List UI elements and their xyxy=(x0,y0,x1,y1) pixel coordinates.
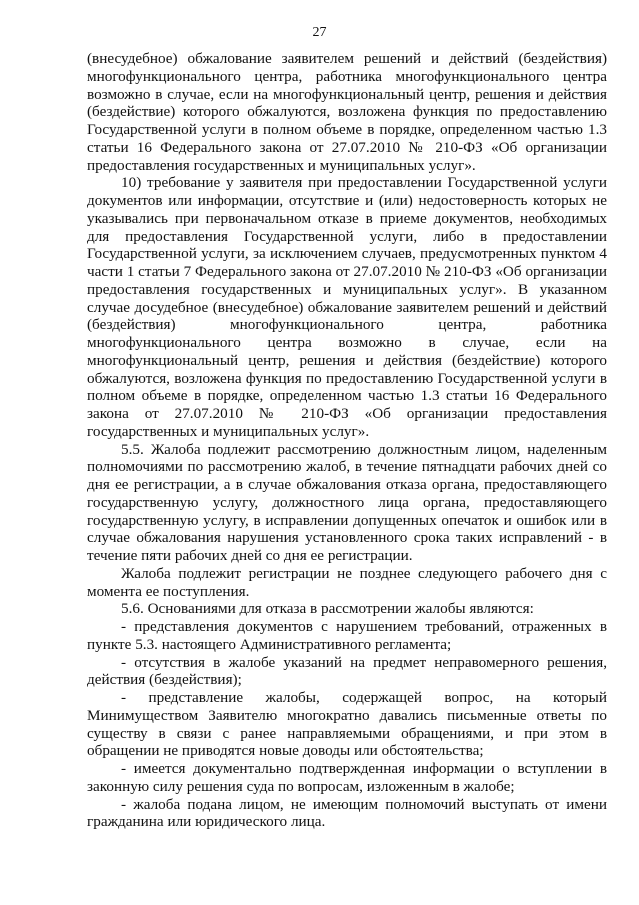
paragraph: 10) требование у заявителя при предоставлении Государственной услуги документов или информации, отсутствие и (или) недостоверность которых не указывались при первоначальном отказе в приеме документов, необходимых для предоставления Государственной услуги, либо в предоставлении Государственной услуги, за исключением случаев, предусмотренных пунктом 4 части 1 статьи 7 Федерального закона от 27.07.2010 № 210-ФЗ «Об организации предоставления государственных и муниципальных услуг». В указанном случае досудебное (внесудебное) обжалование заявителем решений и действий (бездействия) многофункционального центра, работника многофункционального центра возможно в случае, если на многофункциональный центр, решения и действия (бездействие) которого обжалуются, возложена функция по предоставлению Государственной услуги в полном объеме в порядке, определенном частью 1.3 статьи 16 Федерального закона от 27.07.2010 № 210-ФЗ «Об организации предоставления государственных и муниципальных услуг». xyxy=(87,174,607,440)
paragraph: 5.6. Основаниями для отказа в рассмотрении жалобы являются: xyxy=(121,600,534,618)
paragraph: - представление жалобы, содержащей вопрос, на который Минимуществом Заявителю многократно давались письменные ответы по существу в связи с ранее направляемыми обращениями, и при этом в обращении не приводятся новые доводы или обстоятельства; xyxy=(87,689,607,760)
page-number: 27 xyxy=(312,25,327,40)
paragraph: Жалоба подлежит регистрации не позднее следующего рабочего дня с момента ее поступления. xyxy=(87,564,607,600)
paragraph: - имеется документально подтвержденная информации о вступлении в законную силу решения суда по вопросам, изложенным в жалобе; xyxy=(87,760,607,795)
paragraph: - представления документов с нарушением требований, отраженных в пункте 5.3. настоящего Административного регламента; xyxy=(87,618,607,653)
paragraph: - отсутствия в жалобе указаний на предмет неправомерного решения, действия (бездействия); xyxy=(87,653,607,689)
paragraph: - жалоба подана лицом, не имеющим полномочий выступать от имени гражданина или юридического лица. xyxy=(87,795,607,831)
paragraph: (внесудебное) обжалование заявителем решений и действий (бездействия) многофункционального центра, работника многофункционального центра возможно в случае, если на многофункциональный центр, решения и действия (бездействие) которого обжалуются, возложена функция по предоставлению Государственной услуги в полном объеме в порядке, определенном частью 1.3 статьи 16 Федерального закона от 27.07.2010 № 210-ФЗ «Об организации предоставления государственных и муниципальных услуг». xyxy=(87,50,607,174)
paragraph: 5.5. Жалоба подлежит рассмотрению должностным лицом, наделенным полномочиями по рассмотрению жалоб, в течение пятнадцати рабочих дней со дня ее регистрации, а в случае обжалования отказа органа, предоставляющего государственную услугу, должностного лица органа, предоставляющего государственную услугу, в исправлении допущенных опечаток и ошибок или в случае обжалования нарушения установленного срока таких исправлений - в течение пяти рабочих дней со дня ее регистрации. xyxy=(87,440,607,564)
document-body xyxy=(87,50,607,831)
